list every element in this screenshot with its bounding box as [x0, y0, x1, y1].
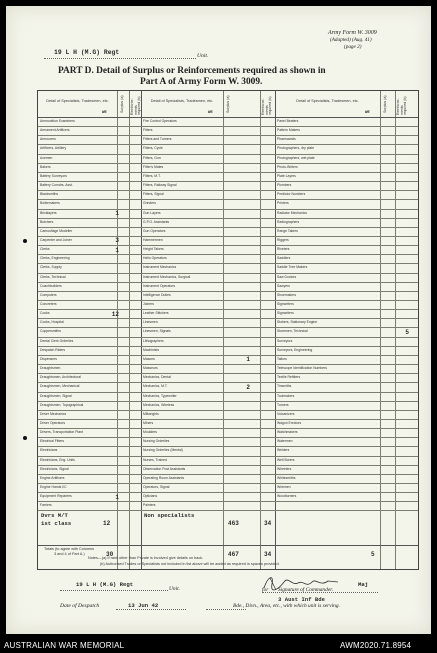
table-row-label: Signwriters: [277, 311, 294, 316]
row-rule: [38, 492, 418, 493]
table-row-label: Gun Layers: [143, 210, 161, 215]
note-a: Notes—(a) If rank other than Private is involved give details on back.: [88, 556, 204, 560]
table-row-label: Watermen: [277, 439, 293, 444]
table-row-label: Radiator Mechanics: [277, 210, 307, 215]
table-row-label: Tinsmiths: [277, 384, 292, 389]
surplus-value: 3: [115, 237, 119, 245]
table-row-label: Electricians, Signal: [40, 466, 69, 471]
table-row-label: Mechanics, Typewriter: [143, 393, 177, 398]
table-row-label: Radiographers: [277, 219, 300, 224]
table-row-label: Nursing Orderlies (Mental): [143, 448, 183, 453]
commander-label: Signature of Commander.: [278, 587, 334, 593]
table-row-label: Welders: [277, 448, 290, 453]
table-row-label: Intelligence Duties: [143, 292, 171, 297]
table-row-label: Electricians: [40, 448, 58, 453]
row-rule: [38, 373, 418, 374]
table-row-label: Machinists: [143, 347, 160, 352]
row-rule: [38, 410, 418, 411]
row-rule: [38, 273, 418, 274]
table-row-label: Operating Room Assistants: [143, 475, 185, 480]
table-row-label: Leather Stitchers: [143, 311, 169, 316]
table-row-label: Fire Control Operators: [143, 119, 177, 123]
table-row-label: Fitters, Signal: [143, 192, 164, 197]
table-row-label: Carpenter and Joiner: [40, 237, 72, 242]
totals-value: 5: [371, 551, 375, 558]
table-row-label: Mechanics, Wireless: [143, 402, 175, 407]
table-row-label: Printers: [277, 201, 289, 206]
table-row-label: Sawyers: [277, 283, 291, 288]
despatch-date: 13 Jun 42: [128, 602, 159, 609]
header-reinforcements: Reinforce- ments required (b): [261, 96, 273, 115]
table-row-label: Battery Surveyors: [40, 173, 67, 178]
table-row-label: Concreters: [40, 302, 57, 306]
table-row-label: Bricklayers: [40, 210, 57, 215]
table-row-label: Mechanics, M.T.: [143, 384, 168, 389]
table-row-label: Driver Mechanics: [40, 411, 67, 416]
row-rule: [38, 236, 418, 237]
table-row-label: Fitters, M.T.: [143, 173, 161, 178]
table-row-label: Clerks: [40, 247, 50, 252]
header-reinforcements: Reinforce- ments required (b): [396, 96, 408, 115]
extra-label-3: Non specialists: [144, 512, 195, 520]
header-specialists: Detail of Specialists, Tradesmen, etc.: [296, 99, 359, 103]
extra-label-2: 1st class: [41, 520, 72, 528]
table-row-label: Fitters: [143, 128, 153, 133]
row-rule: [38, 291, 418, 292]
table-row-label: Dental Clerk Orderlies: [40, 338, 74, 343]
row-rule: [38, 456, 418, 457]
table-row-label: Observation Post Assistants: [143, 466, 186, 471]
row-rule: [38, 364, 418, 365]
table-row-label: Joiners: [143, 302, 154, 306]
table-row-label: Computers: [40, 292, 57, 297]
row-rule: [38, 419, 418, 420]
bde-underline: [206, 609, 246, 610]
table-row-label: Masseurs: [143, 366, 158, 371]
table-row-label: Axemen: [40, 155, 53, 160]
table-row-label: Fitters, Gun: [143, 155, 161, 160]
table-row-label: Gun Operators: [143, 228, 166, 233]
table-row-label: Photographers, dry plate: [277, 146, 315, 151]
row-rule: [38, 190, 418, 191]
table-row-label: Linesmen: [143, 320, 158, 325]
bde-value: 3 Aust Inf Bde: [278, 596, 325, 603]
row-rule: [38, 181, 418, 182]
table-row-label: Plumbers: [277, 183, 292, 188]
table-row-label: Equipment Repairers: [40, 494, 72, 499]
table-row-label: Pharmacists: [277, 137, 296, 142]
header-mark: WE: [365, 111, 370, 115]
table-row-label: Opticians: [143, 494, 158, 499]
table-row-label: Linesmen, Signals: [143, 329, 171, 334]
surplus-value: 1: [115, 246, 119, 254]
table-row-label: Watchmakers: [277, 430, 298, 435]
table-row-label: Electricians, Eng. Units: [40, 457, 75, 462]
table-row-label: Coachbuilders: [40, 283, 62, 288]
table-row-label: Ammunition Examiners: [40, 119, 75, 123]
table-row-label: Clerks, Supply: [40, 265, 62, 270]
row-rule: [38, 392, 418, 393]
row-rule: [38, 465, 418, 466]
table-row-label: Draughtsmen, Signal: [40, 393, 72, 398]
header-surplus: Surplus (a): [383, 95, 387, 113]
table-row-label: Surveyors: [277, 338, 293, 343]
table-row-label: Mechanics, Dental: [143, 375, 171, 380]
row-rule: [38, 126, 418, 127]
row-rule: [38, 401, 418, 402]
row-rule: [38, 245, 418, 246]
table-row-label: Height Takers: [143, 247, 164, 252]
table-row-label: Tailors: [277, 356, 287, 361]
specialists-table: [37, 90, 419, 570]
table-row-label: Range Takers: [277, 228, 298, 233]
note-b: (b) Authorised Trades or Specialists not included in list above will be added as required in spaces provided.: [100, 562, 280, 566]
table-row-label: Storemen, Technical: [277, 329, 308, 334]
row-rule: [38, 474, 418, 475]
totals-label-2: 3 and 4 of Part A.): [54, 552, 85, 556]
table-row-label: Panel Beaters: [277, 119, 299, 123]
table-row-label: Artificers, Artillery: [40, 146, 67, 151]
table-row-label: Miners: [143, 420, 154, 425]
table-row-label: Photographers, wet plate: [277, 155, 315, 160]
table-row-label: Masons: [143, 356, 155, 361]
row-rule: [38, 135, 418, 136]
row-rule: [38, 501, 418, 502]
table-row-label: Instrument Mechanics, Surgical: [143, 274, 191, 279]
rank-value: Maj: [358, 581, 369, 588]
table-row-label: Riveters: [277, 247, 290, 252]
row-rule: [38, 446, 418, 447]
row-rule: [38, 254, 418, 255]
row-rule: [38, 337, 418, 338]
sig-for: for: [262, 587, 269, 593]
row-rule: [38, 483, 418, 484]
totals-rule: [38, 545, 418, 546]
table-row-label: Hammermen: [143, 237, 163, 242]
unit-sign-underline: [60, 590, 168, 591]
despatch-label: Date of Despatch: [60, 603, 100, 609]
row-rule: [38, 144, 418, 145]
table-row-label: Saw Doctors: [277, 274, 297, 279]
row-rule: [38, 227, 418, 228]
table-row-label: Nursing Orderlies: [143, 439, 170, 444]
header-specialists: Detail of Specialists, Tradesmen, etc.: [150, 99, 214, 103]
row-rule: [38, 346, 418, 347]
reinforcement-value: 5: [405, 328, 409, 336]
table-row-label: Farriers: [40, 503, 52, 508]
header-reinforcements: Reinforce- ments required (b): [130, 96, 142, 115]
table-row-label: Operators, Signal: [143, 485, 170, 489]
row-rule: [38, 437, 418, 438]
table-row-label: Fitters, Railway Signal: [143, 183, 177, 188]
extra-value-3: 34: [264, 520, 272, 528]
table-row-label: Battery Comdrs. Asst.: [40, 183, 73, 188]
surplus-value: 12: [111, 310, 119, 318]
sign-unit-label: Unit.: [169, 586, 180, 592]
row-rule: [38, 209, 418, 210]
row-rule: [38, 172, 418, 173]
row-rule: [38, 199, 418, 200]
row-rule: [38, 218, 418, 219]
part-heading-2: Part A of Army Form W. 3009.: [140, 77, 263, 87]
table-row-label: Toolmakers: [277, 393, 295, 398]
form-number: Army Form W. 3009: [328, 30, 377, 36]
table-row-label: Bakers: [40, 164, 51, 169]
totals-label: Totals (to agree with Columns: [44, 547, 95, 551]
table-row-label: Photo-Writers: [277, 164, 298, 169]
surplus-value: 1: [246, 356, 250, 364]
unit-underline: [44, 58, 196, 59]
table-row-label: Surveyors, Engineering: [277, 347, 313, 352]
table-row-label: Draughtsmen, Architectural: [40, 375, 81, 380]
header-mark: WE: [208, 111, 213, 115]
despatch-underline: [116, 609, 186, 610]
table-row-label: Fitters and Turners: [143, 137, 172, 142]
header-rule: [38, 117, 418, 118]
table-row-label: Drivers, Transportation Plant: [40, 430, 83, 435]
table-row-label: Despatch Riders: [40, 347, 66, 352]
table-row-label: Textile Refitters: [277, 375, 301, 380]
unit-value: 19 L H (M.G) Regt: [54, 49, 120, 56]
table-row-label: Well Borers: [277, 457, 295, 462]
table-row-label: Predictor Numbers: [277, 192, 306, 197]
table-row-label: Whitesmiths: [277, 475, 296, 480]
table-row-label: Woodturners: [277, 494, 297, 499]
row-rule: [38, 327, 418, 328]
table-row-label: Draughtsmen: [40, 366, 61, 371]
table-row-label: Coppersmiths: [40, 329, 61, 334]
table-row-label: Wiremen: [277, 485, 291, 489]
footer-right: AWM2020.71.8954: [340, 641, 412, 650]
totals-value: 467: [228, 551, 239, 558]
table-row-label: Wheelers: [277, 466, 292, 471]
table-row-label: Helio Operators: [143, 256, 167, 261]
table-row-label: Wagon Erectors: [277, 420, 302, 425]
table-row-label: Saddlers: [277, 256, 291, 261]
table-row-label: Cooks: [40, 311, 50, 316]
form-page: (page 2): [344, 44, 362, 50]
surplus-value: 1: [115, 210, 119, 217]
table-row-label: Draughtsmen, Topographical: [40, 402, 84, 407]
table-row-label: Signwriters: [277, 302, 294, 306]
table-row-label: Lithographers: [143, 338, 164, 343]
row-rule: [38, 309, 418, 310]
table-row-label: Blacksmiths: [40, 192, 59, 197]
surplus-value: 1: [115, 493, 119, 501]
table-row-label: Armourers: [40, 137, 56, 142]
table-row-label: Dispensers: [40, 356, 57, 361]
header-surplus: Surplus (a): [226, 95, 230, 113]
totals-value: 30: [106, 551, 114, 558]
table-row-label: Boilermakers: [40, 201, 60, 206]
form-sheet: [6, 6, 431, 634]
bde-label: Bde., Divn., Area, etc., with which unit is serving.: [233, 603, 340, 609]
row-rule: [38, 282, 418, 283]
table-row-label: Vulcanizers: [277, 411, 295, 416]
row-rule: [38, 318, 418, 319]
extra-label-1: Dvrs M/T: [41, 512, 68, 520]
row-rule: [38, 163, 418, 164]
surplus-value: 2: [246, 383, 250, 391]
table-row-label: Instrument Mechanics: [143, 265, 177, 270]
form-adapted: (Adapted) (Aug. 41): [330, 37, 372, 43]
table-row-label: Fitter's Mates: [143, 164, 164, 169]
extra-value-2: 463: [228, 520, 239, 528]
table-row-label: Camouflage Modeller: [40, 228, 73, 233]
punch-hole: [23, 436, 27, 440]
table-row-label: Engine Hands I/C: [40, 485, 67, 489]
table-row-label: Armament Artificers: [40, 128, 70, 133]
table-row-label: Clerks, Engineering: [40, 256, 70, 261]
row-rule: [38, 428, 418, 429]
header-mark: WE: [102, 111, 107, 115]
unit-label: Unit.: [197, 53, 209, 59]
header-specialists: Detail of Specialists, Tradesmen, etc.: [46, 99, 109, 103]
table-row-label: Instrument Operators: [143, 283, 176, 288]
row-rule: [38, 300, 418, 301]
table-row-label: Riggers: [277, 237, 289, 242]
archive-footer: [0, 637, 437, 653]
extra-value-1: 12: [103, 520, 111, 528]
header-surplus: Surplus (a): [120, 95, 124, 113]
table-row-label: Moulders: [143, 430, 157, 435]
table-row-label: Nurses, Trained: [143, 457, 167, 462]
table-row-label: Cooks, Hospital: [40, 320, 64, 325]
punch-hole: [23, 239, 27, 243]
table-row-label: G.P.O. Assistants: [143, 219, 170, 224]
row-rule: [38, 263, 418, 264]
table-row-label: Stokers, Stationary Engine: [277, 320, 318, 325]
part-heading: PART D. Detail of Surplus or Reinforcements required as shown in: [58, 66, 326, 76]
table-row-label: Fitters, Cycle: [143, 146, 163, 151]
table-row-label: Millwrights: [143, 411, 159, 416]
table-row-label: Draughtsmen, Mechanical: [40, 384, 80, 389]
row-rule: [38, 510, 418, 511]
table-row-label: Driver Operators: [40, 420, 66, 425]
table-row-label: Electrical Fitters: [40, 439, 65, 444]
totals-value: 34: [264, 551, 272, 558]
table-row-label: Plate Layers: [277, 173, 296, 178]
table-row-label: Grinders: [143, 201, 157, 206]
table-row-label: Pattern Makers: [277, 128, 300, 133]
row-rule: [38, 154, 418, 155]
sign-unit-value: 19 L H (M.G) Regt: [76, 581, 134, 588]
table-row-label: Engine Artificers: [40, 475, 65, 480]
table-row-label: Saddle Tree Makers: [277, 265, 308, 270]
table-row-label: Shoemakers: [277, 292, 297, 297]
footer-left: AUSTRALIAN WAR MEMORIAL: [4, 641, 125, 650]
table-row-label: Telescope Identification Numbers: [277, 366, 327, 371]
table-row-label: Painters: [143, 503, 156, 508]
table-row-label: Butchers: [40, 219, 54, 224]
table-row-label: Turners: [277, 402, 289, 407]
table-row-label: Clerks, Technical: [40, 274, 66, 279]
